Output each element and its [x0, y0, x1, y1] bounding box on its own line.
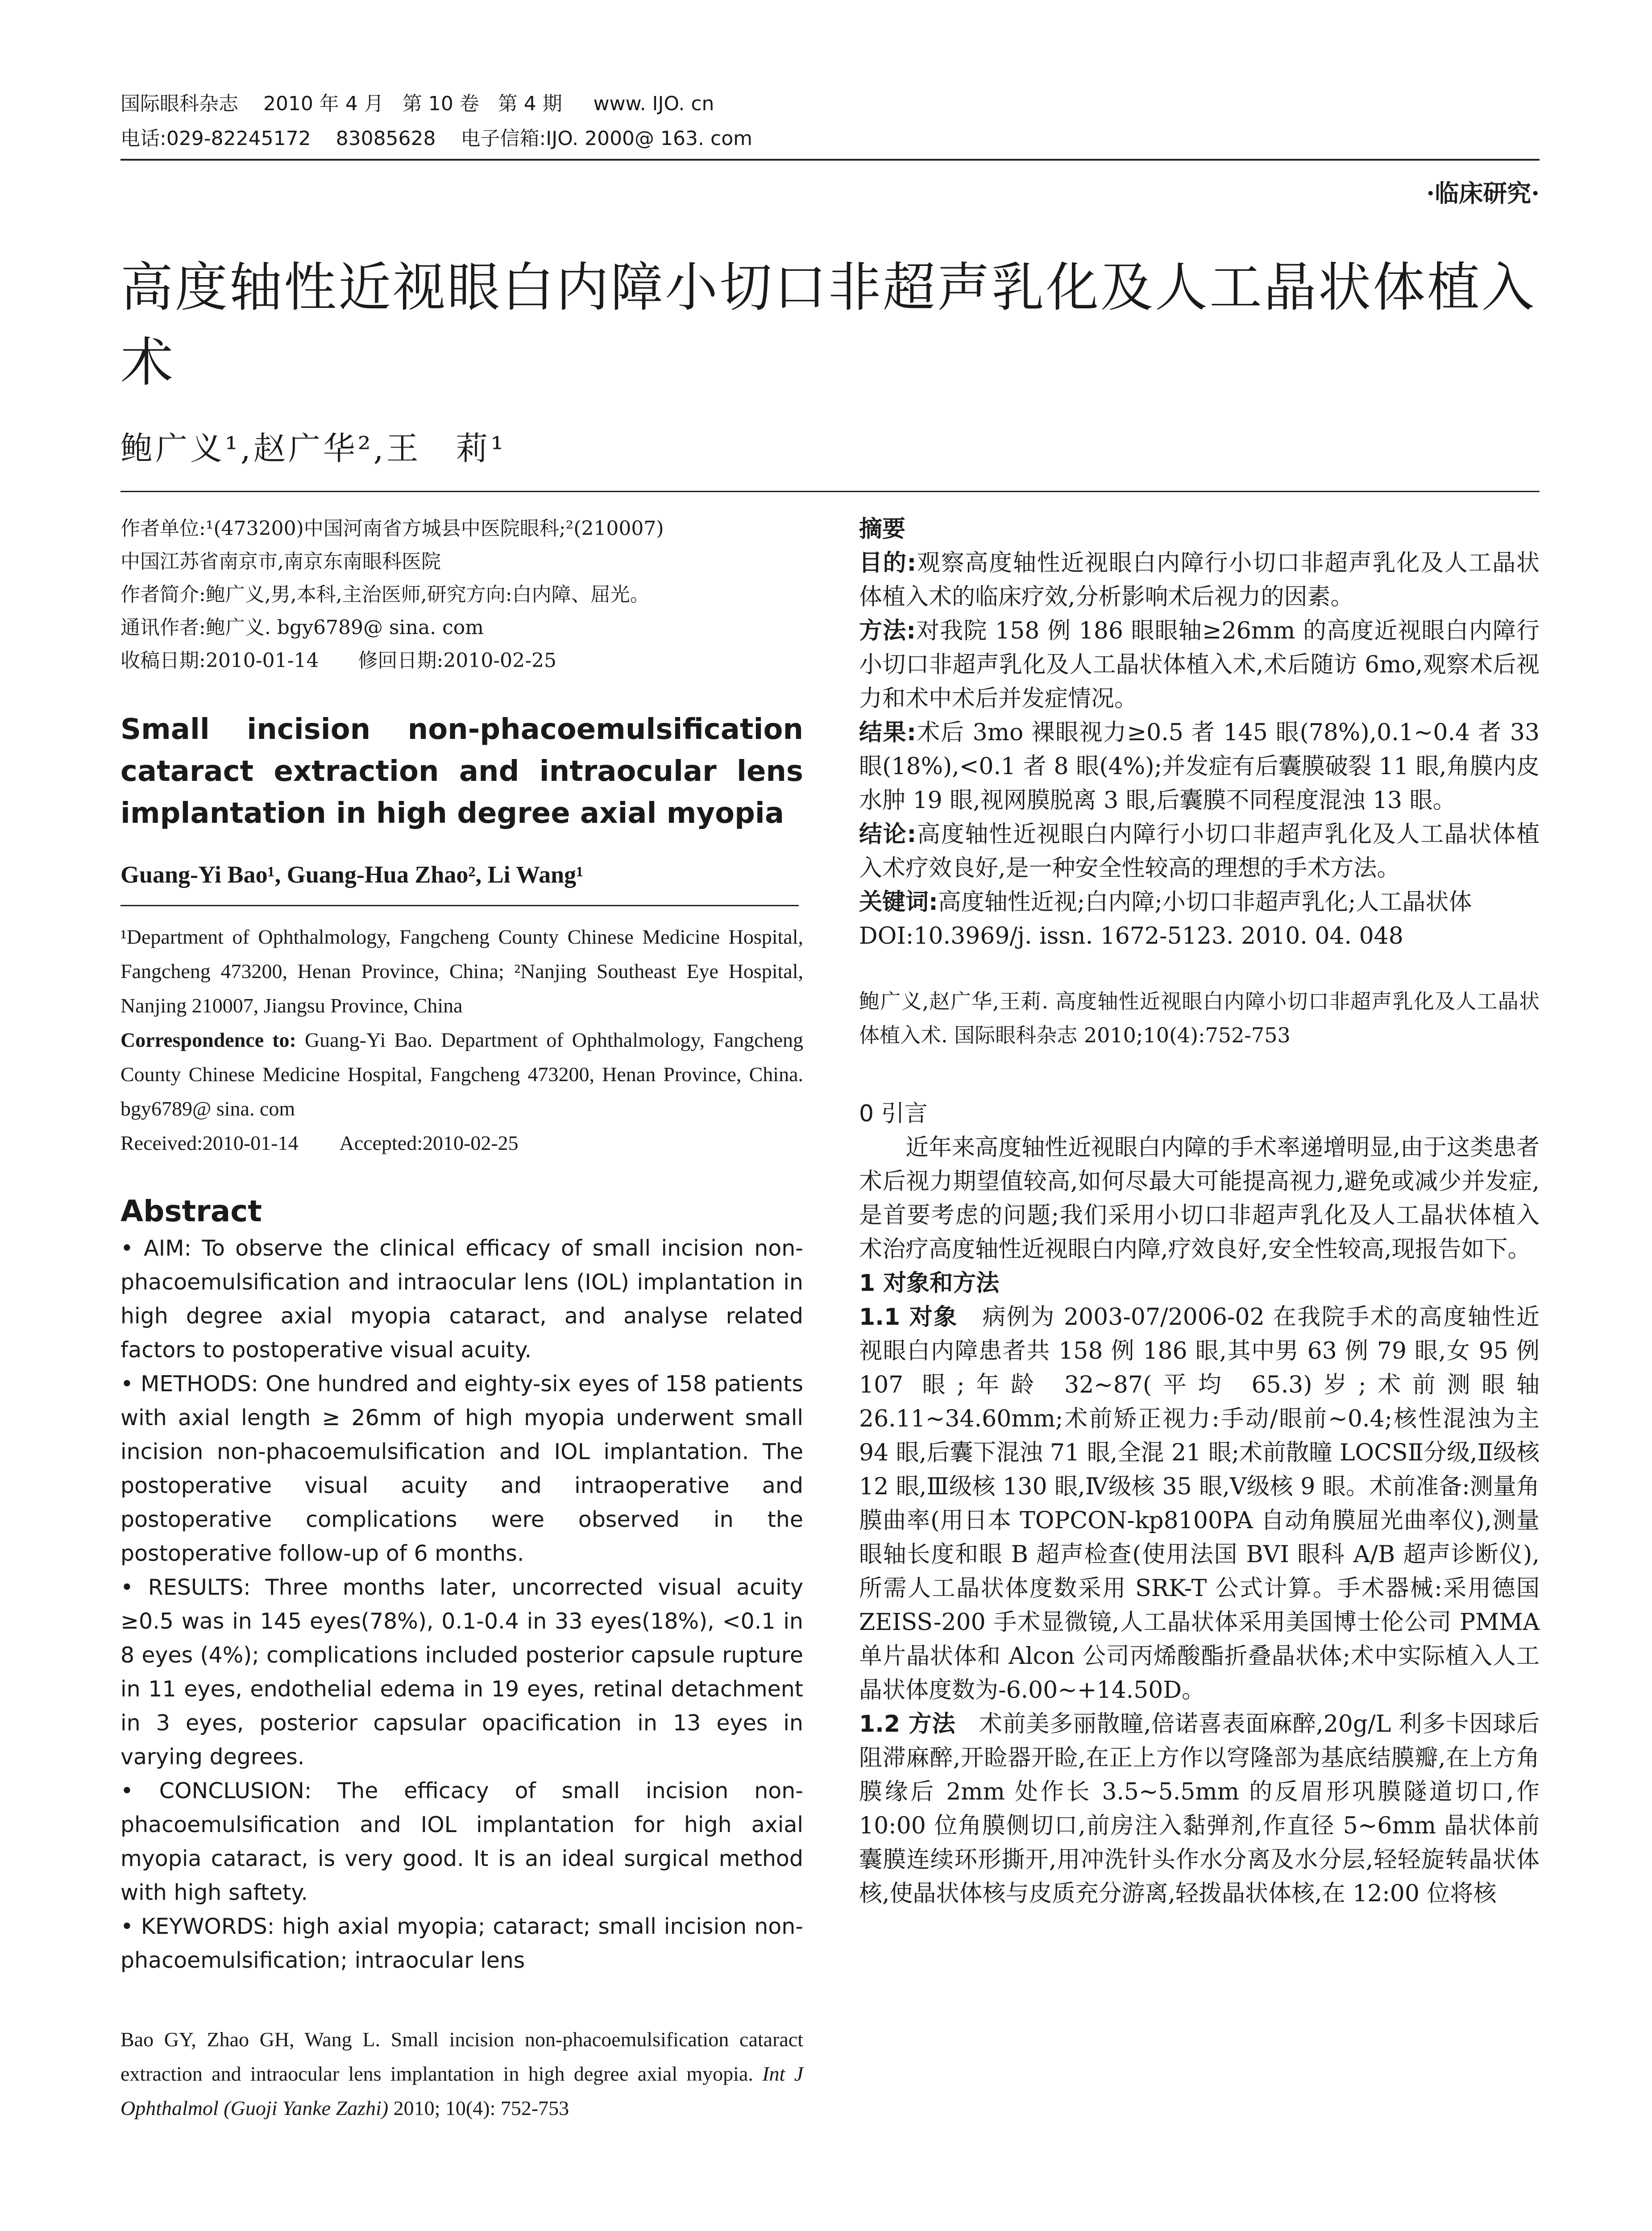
doi: DOI:10.3969/j. issn. 1672-5123. 2010. 04. 048 — [859, 923, 1403, 950]
aim-label-cn: 目的: — [859, 550, 917, 576]
keywords-text-cn: 高度轴性近视;白内障;小切口非超声乳化;人工晶状体 — [938, 889, 1472, 916]
abstract-aim-en: • AIM: To observe the clinical efficacy of small incision non-phacoemulsification and intraocular lens (IOL) implantation in high degree axial myopia cataract, and analyse related factors to postoperative visual acuity. — [120, 1236, 803, 1363]
affiliation-cn-2: 中国江苏省南京市,南京东南眼科医院 — [120, 550, 441, 573]
results-text-cn: 术后 3mo 裸眼视力≥0.5 者 145 眼(78%),0.1~0.4 者 33 眼(18%),<0.1 者 8 眼(4%);并发症有后囊膜破裂 11 眼,角膜内皮水肿 19 眼,视网膜脱离 3 眼,后囊膜不同程度混浊 13 眼。 — [859, 719, 1540, 814]
citation-en — [120, 2022, 803, 2125]
section-1-2 — [859, 1707, 1540, 1911]
correspondence-cn: 通讯作者:鲍广义. bgy6789@ sina. com — [120, 616, 484, 639]
dates-cn: 收稿日期:2010-01-14 修回日期:2010-02-25 — [120, 649, 557, 672]
affiliation-cn-1: 作者单位:¹(473200)中国河南省方城县中医院眼科;²(210007) — [120, 517, 664, 540]
citation-cn: 鲍广义,赵广华,王莉. 高度轴性近视眼白内障小切口非超声乳化及人工晶状体植入术. 国际眼科杂志 2010;10(4):752-753 — [859, 989, 1540, 1047]
conclusion-label-cn: 结论: — [859, 821, 917, 848]
results-label-cn: 结果: — [859, 719, 916, 746]
abstract-heading-en: Abstract — [120, 1194, 262, 1228]
author-bio-cn: 作者简介:鲍广义,男,本科,主治医师,研究方向:白内障、屈光。 — [120, 583, 650, 606]
section-1-1 — [859, 1300, 1540, 1707]
authors-en: Guang-Yi Bao¹, Guang-Hua Zhao², Li Wang¹ — [120, 861, 584, 888]
keywords-label-cn: 关键词: — [859, 889, 938, 916]
title-rule — [120, 491, 1540, 492]
abstract-aim-cn — [859, 546, 1540, 614]
section-1-1-label: 1.1 对象 — [859, 1304, 958, 1331]
citation-en-part1: Bao GY, Zhao GH, Wang L. Small incision non-phacoemulsification cataract extraction and intraocular lens implantation in high degree axial myopia. — [120, 2028, 803, 2085]
authors-cn: 鲍广义¹,赵广华²,王 莉¹ — [120, 430, 506, 467]
intro-text: 近年来高度轴性近视眼白内障的手术率递增明显,由于这类患者术后视力期望值较高,如何尽最大可能提高视力,避免或减少并发症,是首要考虑的问题;我们采用小切口非超声乳化及人工晶状体植入术治疗高度轴性近视眼白内障,疗效良好,安全性较高,现报告如下。 — [859, 1134, 1540, 1263]
section-1-2-text: 术前美多丽散瞳,倍诺喜表面麻醉,20g/L 利多卡因球后阻滞麻醉,开睑器开睑,在正上方作以穹隆部为基底结膜瓣,在上方角膜缘后 2mm 处作长 3.5~5.5mm 的反眉形巩膜隧道切口,作 10:00 位角膜侧切口,前房注入黏弹剂,作直径 5~6mm 晶状体前囊膜连续环形撕开,用冲洗针头作水分离及水分层,轻轻旋转晶状体核,使晶状体核与皮质充分游离,轻拨晶状体核,在 12:00 位将核 — [859, 1711, 1540, 1907]
abstract-results-cn — [859, 716, 1540, 817]
journal-header-line1: 国际眼科杂志 2010 年 4 月 第 10 卷 第 4 期 www. IJO. cn — [120, 92, 714, 115]
article-title-cn: 高度轴性近视眼白内障小切口非超声乳化及人工晶状体植入术 — [120, 257, 1536, 393]
section-1-1-text: 病例为 2003-07/2006-02 在我院手术的高度轴性近视眼白内障患者共 158 例 186 眼,其中男 63 例 79 眼,女 95 例 107 眼;年龄 32~87(平均 65.3)岁;术前测眼轴 26.11~34.60mm;术前矫正视力:手动/眼前~0.4;核性混浊为主 94 眼,后囊下混浊 71 眼,全混 21 眼;术前散瞳 LOCSⅡ分级,Ⅱ级核 12 眼,Ⅲ级核 130 眼,Ⅳ级核 35 眼,Ⅴ级核 9 眼。术前准备:测量角膜曲率(用日本 TOPCON-kp8100PA 自动角膜屈光曲率仪),测量眼轴长度和眼 B 超声检查(使用法国 BVI 眼科 A/B 超声诊断仪),所需人工晶状体度数采用 SRK-T 公式计算。手术器械:采用德国 ZEISS-200 手术显微镜,人工晶状体采用美国博士伦公司 PMMA 单片晶状体和 Alcon 公司丙烯酸酯折叠晶状体;术中实际植入人工晶状体度数为-6.00~+14.50D。 — [859, 1304, 1540, 1704]
correspondence-en — [120, 1023, 803, 1126]
abstract-keywords-en: • KEYWORDS: high axial myopia; cataract; small incision non-phacoemulsification; intraocular lens — [120, 1914, 803, 1973]
correspondence-en-text: Guang-Yi Bao. Department of Ophthalmology, Fangcheng County Chinese Medicine Hospital, Fangcheng 473200, Henan Province, China. bgy6789@ sina. com — [120, 1028, 803, 1120]
section-tag: ·临床研究· — [1426, 179, 1540, 207]
header-rule — [120, 159, 1540, 161]
abstract-methods-cn — [859, 614, 1540, 716]
correspondence-en-label: Correspondence to: — [120, 1028, 296, 1051]
methods-label-cn: 方法: — [859, 618, 916, 644]
abstract-keywords-cn — [859, 885, 1540, 919]
affiliation-en: ¹Department of Ophthalmology, Fangcheng County Chinese Medicine Hospital, Fangcheng 473200, Henan Province, China; ²Nanjing Southeast Eye Hospital, Nanjing 210007, Jiangsu Province, China — [120, 925, 803, 1017]
methods-heading: 1 对象和方法 — [859, 1270, 1000, 1297]
citation-en-journal: Int J Ophthalmol (Guoji Yanke Zazhi) — [120, 2062, 804, 2119]
abstract-conclusion-en: • CONCLUSION: The efficacy of small incision non-phacoemulsification and IOL implantation for high axial myopia cataract, is very good. It is an ideal surgical method with high saftety. — [120, 1778, 803, 1905]
abstract-conclusion-cn — [859, 817, 1540, 885]
journal-header-line2: 电话:029-82245172 83085628 电子信箱:IJO. 2000@ 163. com — [120, 127, 752, 150]
aim-text-cn: 观察高度轴性近视眼白内障行小切口非超声乳化及人工晶状体植入术的临床疗效,分析影响术后视力的因素。 — [859, 550, 1540, 610]
abstract-methods-en: • METHODS: One hundred and eighty-six eyes of 158 patients with axial length ≥ 26mm of high myopia underwent small incision non-phacoemulsification and IOL implantation. The postoperative visual acuity and intraoperative and postoperative complications were observed in the postoperative follow-up of 6 months. — [120, 1371, 803, 1566]
abstract-results-en: • RESULTS: Three months later, uncorrected visual acuity ≥0.5 was in 145 eyes(78%), 0.1-0.4 in 33 eyes(18%), <0.1 in 8 eyes (4%); complications included posterior capsule rupture in 11 eyes, endothelial edema in 19 eyes, retinal detachment in 3 eyes, posterior capsular opacification in 13 eyes in varying degrees. — [120, 1575, 803, 1770]
right-column — [859, 512, 1540, 1911]
citation-en-part2: 2010; 10(4): 752-753 — [388, 2097, 569, 2119]
methods-text-cn: 对我院 158 例 186 眼眼轴≥26mm 的高度近视眼白内障行小切口非超声乳化及人工晶状体植入术,术后随访 6mo,观察术后视力和术中术后并发症情况。 — [859, 618, 1540, 712]
intro-heading: 0 引言 — [859, 1100, 928, 1127]
affiliation-rule — [120, 905, 799, 906]
abstract-heading-cn: 摘要 — [859, 516, 906, 543]
conclusion-text-cn: 高度轴性近视眼白内障行小切口非超声乳化及人工晶状体植入术疗效良好,是一种安全性较高的理想的手术方法。 — [859, 821, 1540, 882]
left-column — [120, 512, 803, 2125]
article-title-en: Small incision non-phacoemulsification cataract extraction and intraocular lens implantation in high degree axial myopia — [120, 713, 803, 830]
dates-en: Received:2010-01-14 Accepted:2010-02-25 — [120, 1132, 519, 1154]
section-1-2-label: 1.2 方法 — [859, 1711, 956, 1738]
